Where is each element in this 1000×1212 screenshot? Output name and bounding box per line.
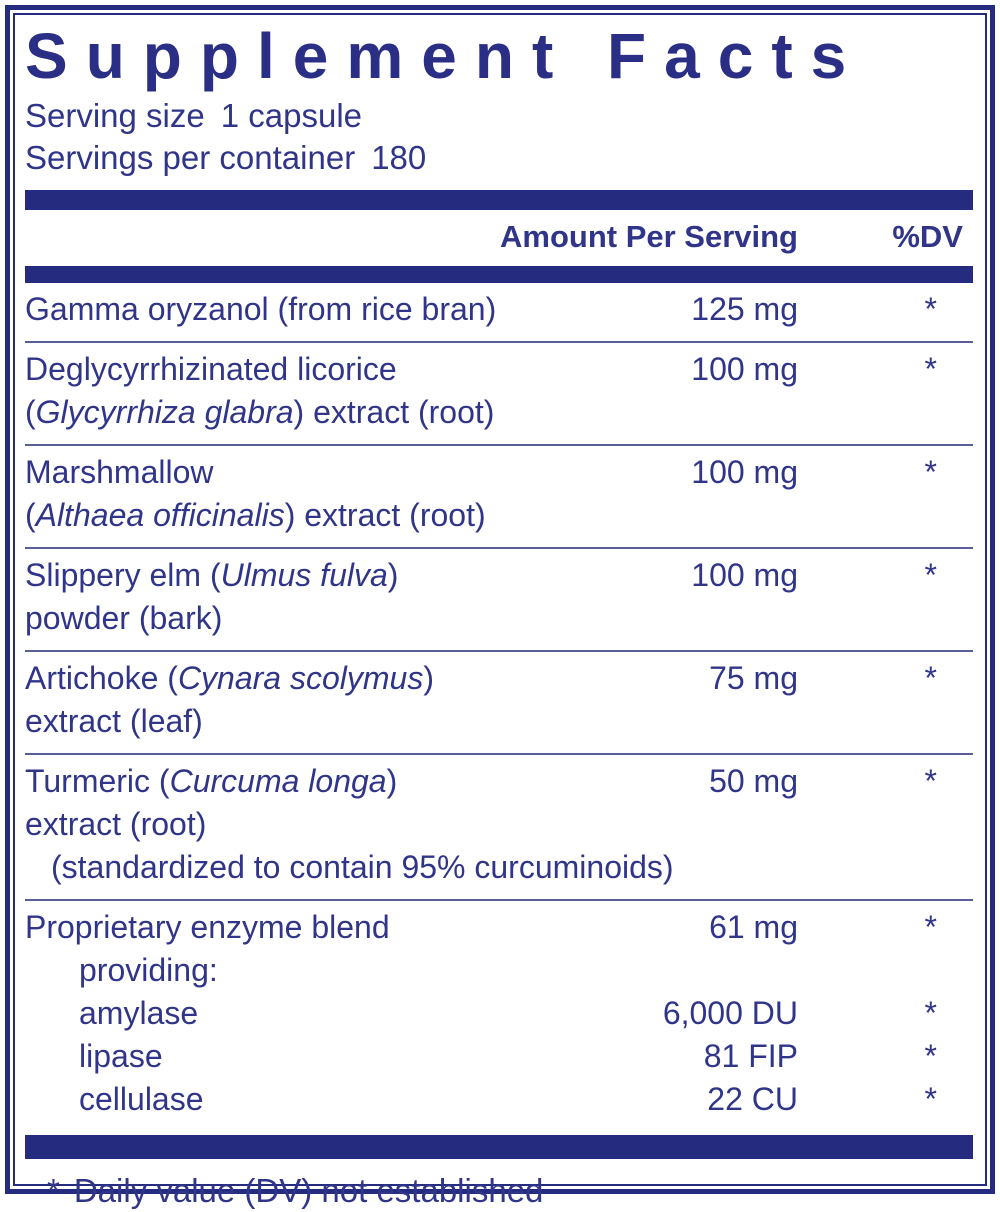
name-text: Slippery elm ( (25, 557, 221, 593)
table-row (25, 899, 973, 1131)
table-row (25, 753, 973, 899)
ingredient-line (25, 288, 973, 331)
label-outer-border (5, 5, 995, 1209)
ingredient-line (25, 348, 973, 391)
table-row (25, 650, 973, 753)
amount-value: 22 CU (707, 1081, 798, 1117)
ingredient-line (25, 949, 973, 992)
name-text: ( (25, 394, 36, 430)
ingredient-line (25, 992, 973, 1035)
name-text: ( (25, 497, 36, 533)
name-text: Marshmallow (25, 454, 214, 490)
dv-value: * (924, 291, 937, 327)
name-text: Deglycyrrhizinated licorice (25, 351, 397, 387)
label-inner-border (13, 13, 987, 1209)
latin-name: Cynara scolymus (177, 660, 424, 696)
ingredient-name (25, 494, 798, 537)
amount-value: 81 FIP (703, 1038, 798, 1074)
ingredient-line (25, 597, 973, 640)
serving-size-line (25, 95, 973, 137)
amount-value: 50 mg (709, 763, 798, 799)
servings-per-container-line (25, 137, 973, 179)
ingredient-line (25, 1035, 973, 1078)
amount-value: 100 mg (691, 557, 798, 593)
dv-value: * (924, 1081, 937, 1117)
name-text: ) (423, 660, 434, 696)
name-text: Turmeric ( (25, 763, 170, 799)
table-row (25, 341, 973, 444)
column-header-row (25, 210, 973, 266)
dv-value: * (924, 557, 937, 593)
amount-per-serving-header: Amount Per Serving (500, 219, 798, 254)
footnote-text: Daily value (DV) not established (73, 1172, 544, 1209)
name-text: extract (root) (25, 806, 207, 842)
ingredient-name (25, 1035, 704, 1078)
servings-per-container-label: Servings per container (25, 139, 356, 176)
name-text: Artichoke ( (25, 660, 178, 696)
ingredient-name (25, 391, 798, 434)
amount-value: 125 mg (691, 291, 798, 327)
footnote (25, 1159, 973, 1212)
divider-bar-bottom (25, 1135, 973, 1159)
name-text: amylase (79, 995, 199, 1031)
amount-value: 61 mg (709, 909, 798, 945)
name-text: ) (386, 763, 398, 799)
table-row (25, 444, 973, 547)
ingredient-line (25, 700, 973, 743)
serving-size-label: Serving size (25, 97, 205, 134)
name-text: powder (bark) (25, 600, 223, 636)
ingredient-line (25, 1078, 973, 1121)
dv-value: * (924, 351, 937, 387)
ingredient-name (25, 597, 798, 640)
name-text: ) extract (root) (284, 497, 486, 533)
servings-per-container-value: 180 (371, 139, 427, 176)
ingredient-name (25, 554, 691, 597)
name-text: Proprietary enzyme blend (25, 909, 390, 945)
table-row (25, 547, 973, 650)
dv-value: * (924, 909, 937, 945)
amount-value: 6,000 DU (662, 995, 798, 1031)
ingredient-name (25, 992, 663, 1035)
ingredient-line (25, 554, 973, 597)
dv-value: * (924, 1038, 937, 1074)
table-row (25, 283, 973, 341)
ingredient-line (25, 657, 973, 700)
name-text: lipase (79, 1038, 163, 1074)
latin-name: Althaea officinalis (35, 497, 285, 533)
divider-bar-header (25, 266, 973, 283)
amount-value: 100 mg (691, 454, 798, 490)
ingredient-name (25, 949, 798, 992)
name-text: providing: (79, 952, 218, 988)
dv-header: %DV (892, 219, 963, 254)
dv-value: * (924, 660, 937, 696)
dv-value: * (924, 454, 937, 490)
ingredient-name (25, 846, 798, 889)
ingredient-name (25, 700, 798, 743)
ingredient-line (25, 803, 973, 846)
ingredient-rows (25, 283, 973, 1131)
ingredient-name (25, 451, 691, 494)
name-text: ) (387, 557, 399, 593)
ingredient-name (25, 1078, 707, 1121)
page-title: Supplement Facts (25, 20, 865, 92)
name-text: (standardized to contain 95% curcuminoids) (51, 849, 674, 885)
ingredient-name (25, 760, 709, 803)
latin-name: Glycyrrhiza glabra (35, 394, 294, 430)
name-text: ) extract (root) (293, 394, 495, 430)
ingredient-line (25, 391, 973, 434)
ingredient-line (25, 846, 973, 889)
ingredient-name (25, 288, 691, 331)
ingredient-line (25, 760, 973, 803)
ingredient-name (25, 803, 798, 846)
ingredient-name (25, 348, 691, 391)
dv-value: * (924, 763, 937, 799)
ingredient-name (25, 657, 709, 700)
name-text: cellulase (79, 1081, 204, 1117)
footnote-asterisk: * (47, 1172, 60, 1209)
ingredient-name (25, 906, 709, 949)
amount-value: 75 mg (709, 660, 798, 696)
amount-value: 100 mg (691, 351, 798, 387)
ingredient-line (25, 906, 973, 949)
name-text: Gamma oryzanol (from rice bran) (25, 291, 497, 327)
name-text: extract (leaf) (25, 703, 203, 739)
latin-name: Curcuma longa (169, 763, 387, 799)
serving-size-value: 1 capsule (220, 97, 363, 134)
ingredient-line (25, 451, 973, 494)
divider-bar-top (25, 190, 973, 210)
latin-name: Ulmus fulva (220, 557, 388, 593)
dv-value: * (924, 995, 937, 1031)
ingredient-line (25, 494, 973, 537)
